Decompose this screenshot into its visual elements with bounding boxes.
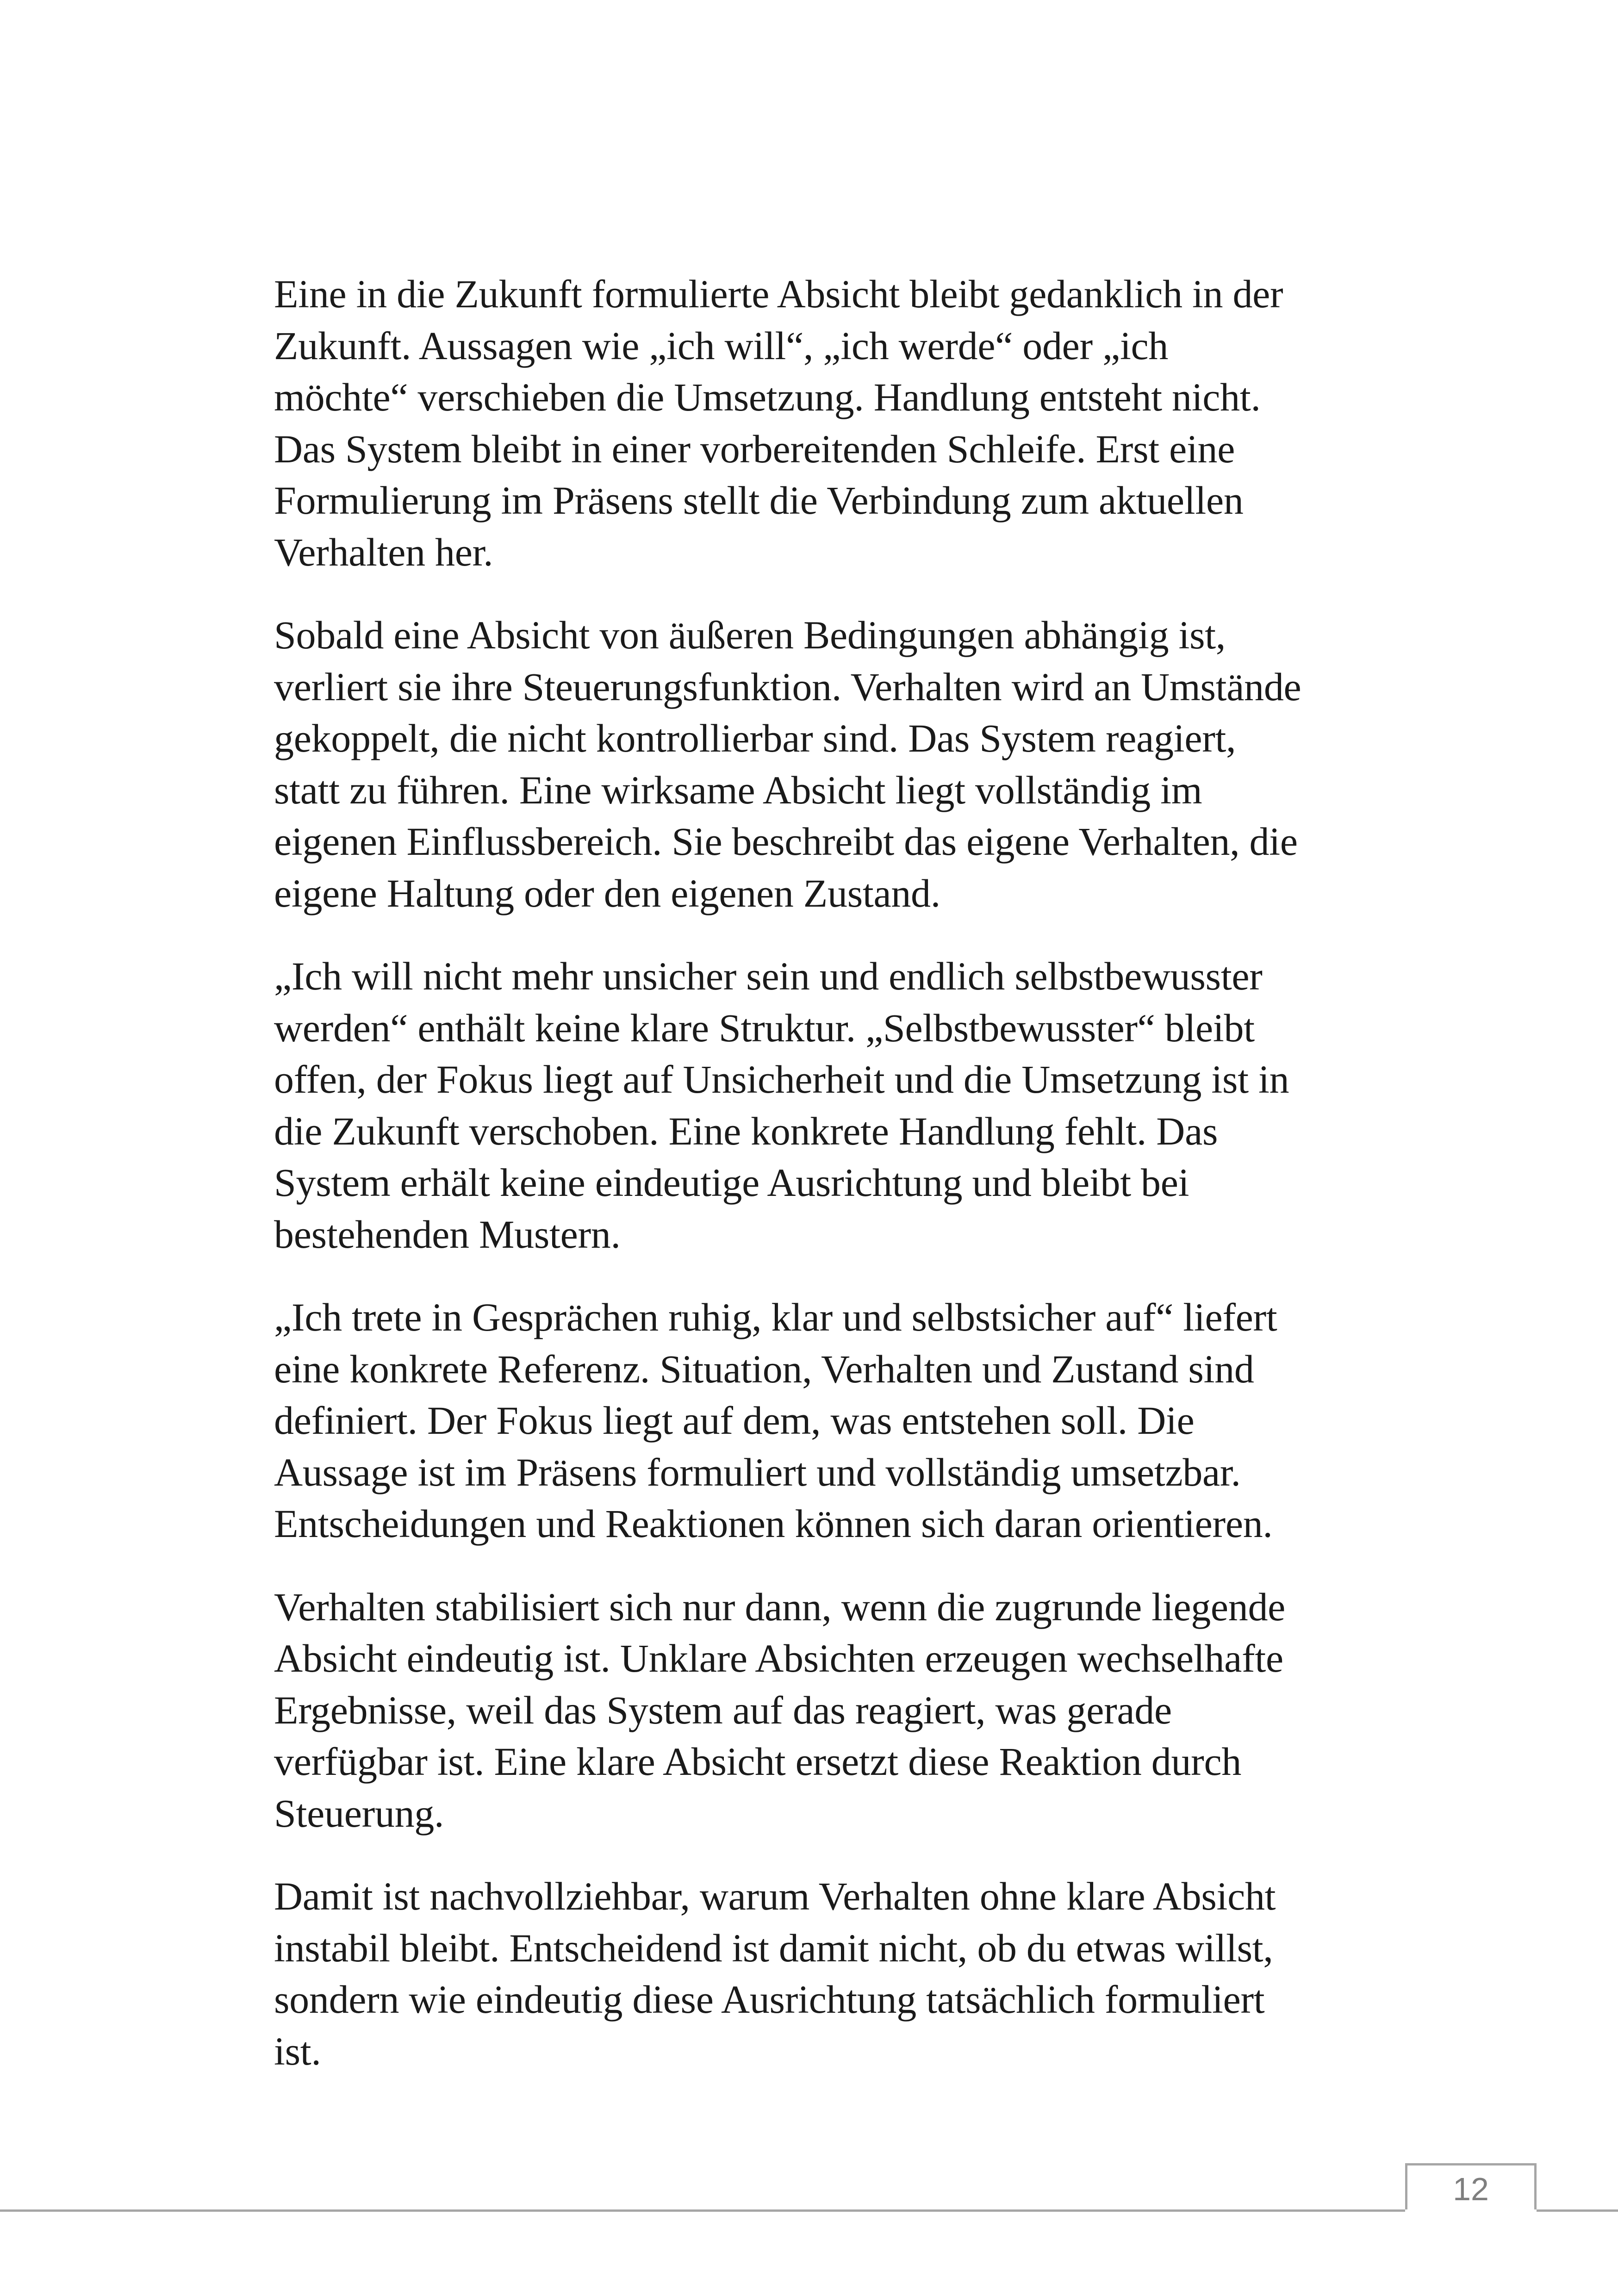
footer-rule-left <box>0 2209 1405 2212</box>
page-number: 12 <box>1453 2171 1489 2207</box>
footer-rule-right <box>1537 2209 1618 2212</box>
paragraph-6: Damit ist nachvollziehbar, warum Verhalten ohne klare Absicht instabil bleibt. Entscheidend ist damit nicht, ob du etwas willst, sondern wie eindeutig diese Ausrichtung tatsächlich formuliert ist. <box>274 1874 1276 2073</box>
page-number-box <box>1405 2163 1537 2209</box>
paragraph-4: „Ich trete in Gesprächen ruhig, klar und selbstsicher auf“ liefert eine konkrete Referenz. Situation, Verhalten und Zustand sind definiert. Der Fokus liegt auf dem, was entstehen soll. Die Aussage ist im Präsens formuliert und vollständig umsetzbar. Entscheidungen und Reaktionen können sich daran orientieren. <box>274 1295 1277 1546</box>
paragraph-2: Sobald eine Absicht von äußeren Bedingungen abhängig ist, verliert sie ihre Steuerungsfunktion. Verhalten wird an Umstände gekoppelt, die nicht kontrollierbar sind. Das System reagiert, statt zu führen. Eine wirksame Absicht liegt vollständig im eigenen Einflussbereich. Sie beschreibt das eigene Verhalten, die eigene Haltung oder den eigenen Zustand. <box>274 613 1301 915</box>
paragraph-5: Verhalten stabilisiert sich nur dann, wenn die zugrunde liegende Absicht eindeutig ist. Unklare Absichten erzeugen wechselhafte Ergebnisse, weil das System auf das reagiert, was gerade verfügbar ist. Eine klare Absicht ersetzt diese Reaktion durch Steuerung. <box>274 1584 1286 1836</box>
body-text <box>274 268 1357 2109</box>
paragraph-1: Eine in die Zukunft formulierte Absicht bleibt gedanklich in der Zukunft. Aussagen wie „ich will“, „ich werde“ oder „ich möchte“ verschieben die Umsetzung. Handlung entsteht nicht. Das System bleibt in einer vorbereitenden Schleife. Erst eine Formulierung im Präsens stellt die Verbindung zum aktuellen Verhalten her. <box>274 272 1283 574</box>
paragraph-3: „Ich will nicht mehr unsicher sein und endlich selbstbewusster werden“ enthält keine klare Struktur. „Selbstbewusster“ bleibt offen, der Fokus liegt auf Unsicherheit und die Umsetzung ist in die Zukunft verschoben. Eine konkrete Handlung fehlt. Das System erhält keine eindeutige Ausrichtung und bleibt bei bestehenden Mustern. <box>274 954 1289 1257</box>
